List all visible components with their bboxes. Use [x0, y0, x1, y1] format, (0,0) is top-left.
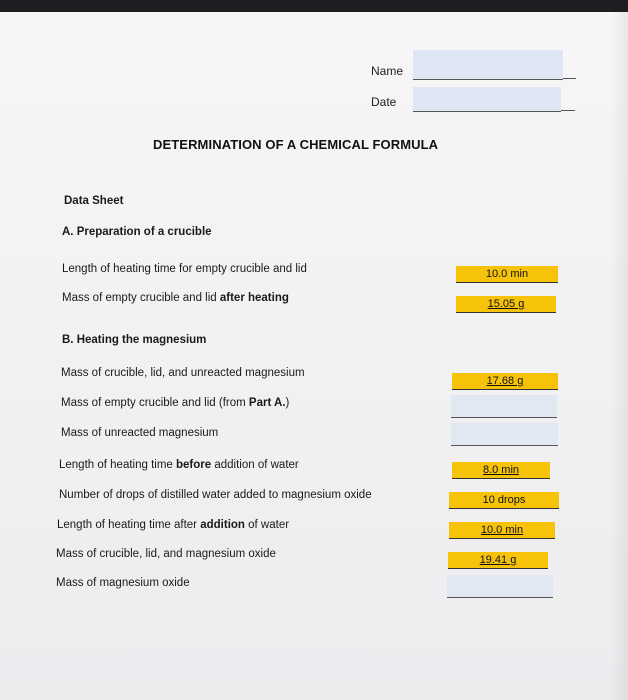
row-b3-label: Mass of unreacted magnesium [61, 427, 219, 439]
row-b6-label-pre: Length of heating time after [57, 519, 201, 531]
row-b6-label-bold: addition [200, 519, 245, 531]
row-a2-value[interactable] [456, 296, 556, 313]
row-b7-value[interactable] [448, 552, 548, 569]
name-label: Name [371, 64, 404, 78]
row-b2-label-post: ) [285, 397, 290, 409]
row-b4-label-bold: before [176, 459, 212, 471]
page-title: DETERMINATION OF A CHEMICAL FORMULA [153, 137, 439, 152]
row-b3-blank-field[interactable] [451, 423, 558, 446]
row-b4-label-pre: Length of heating time [59, 459, 176, 471]
page-edge-shadow [610, 12, 628, 700]
row-b1-value[interactable] [452, 373, 558, 390]
row-a1-value-text: 10.0 min [485, 268, 529, 280]
row-b5-value[interactable] [449, 492, 559, 509]
date-label: Date [371, 95, 397, 109]
section-a-heading: A. Preparation of a crucible [62, 226, 212, 238]
row-b2-label-bold: Part A. [248, 397, 286, 409]
row-b6-label-post: of water [244, 519, 290, 531]
row-a2-label [62, 292, 289, 304]
row-b4-label-post: addition of water [211, 459, 299, 471]
row-b7-label: Mass of crucible, lid, and magnesium oxide [56, 548, 276, 560]
row-a1-label: Length of heating time for empty crucible and lid [62, 263, 307, 275]
name-field[interactable] [413, 50, 563, 80]
name-field-underline [563, 78, 576, 79]
row-b4-label [59, 459, 299, 471]
row-a2-value-text: 15.05 g [487, 298, 525, 310]
row-b4-value[interactable] [452, 462, 550, 479]
row-b8-label: Mass of magnesium oxide [56, 577, 190, 589]
row-b2-blank-field[interactable] [451, 395, 557, 418]
row-b7-value-text: 19.41 g [479, 554, 517, 566]
row-b4-value-text: 8.0 min [482, 464, 520, 476]
row-b2-label [61, 397, 289, 409]
date-field-underline [561, 110, 575, 111]
row-a2-label-bold: after heating [219, 292, 289, 304]
row-a1-value[interactable] [456, 266, 558, 283]
row-b8-blank-field[interactable] [447, 575, 553, 598]
data-sheet-page [0, 12, 628, 700]
row-b6-value-text: 10.0 min [480, 524, 524, 536]
row-b6-value[interactable] [449, 522, 555, 539]
row-a2-label-pre: Mass of empty crucible and lid [62, 292, 220, 304]
row-b2-label-pre: Mass of empty crucible and lid (from [61, 397, 249, 409]
row-b5-label: Number of drops of distilled water added to magnesium oxide [59, 489, 372, 501]
data-sheet-heading: Data Sheet [64, 195, 124, 207]
section-b-heading: B. Heating the magnesium [62, 334, 207, 346]
date-field[interactable] [413, 87, 561, 112]
row-b1-label: Mass of crucible, lid, and unreacted magnesium [61, 367, 305, 379]
row-b1-value-text: 17.68 g [486, 375, 524, 387]
row-b5-value-text: 10 drops [482, 494, 526, 506]
row-b6-label [57, 519, 289, 531]
